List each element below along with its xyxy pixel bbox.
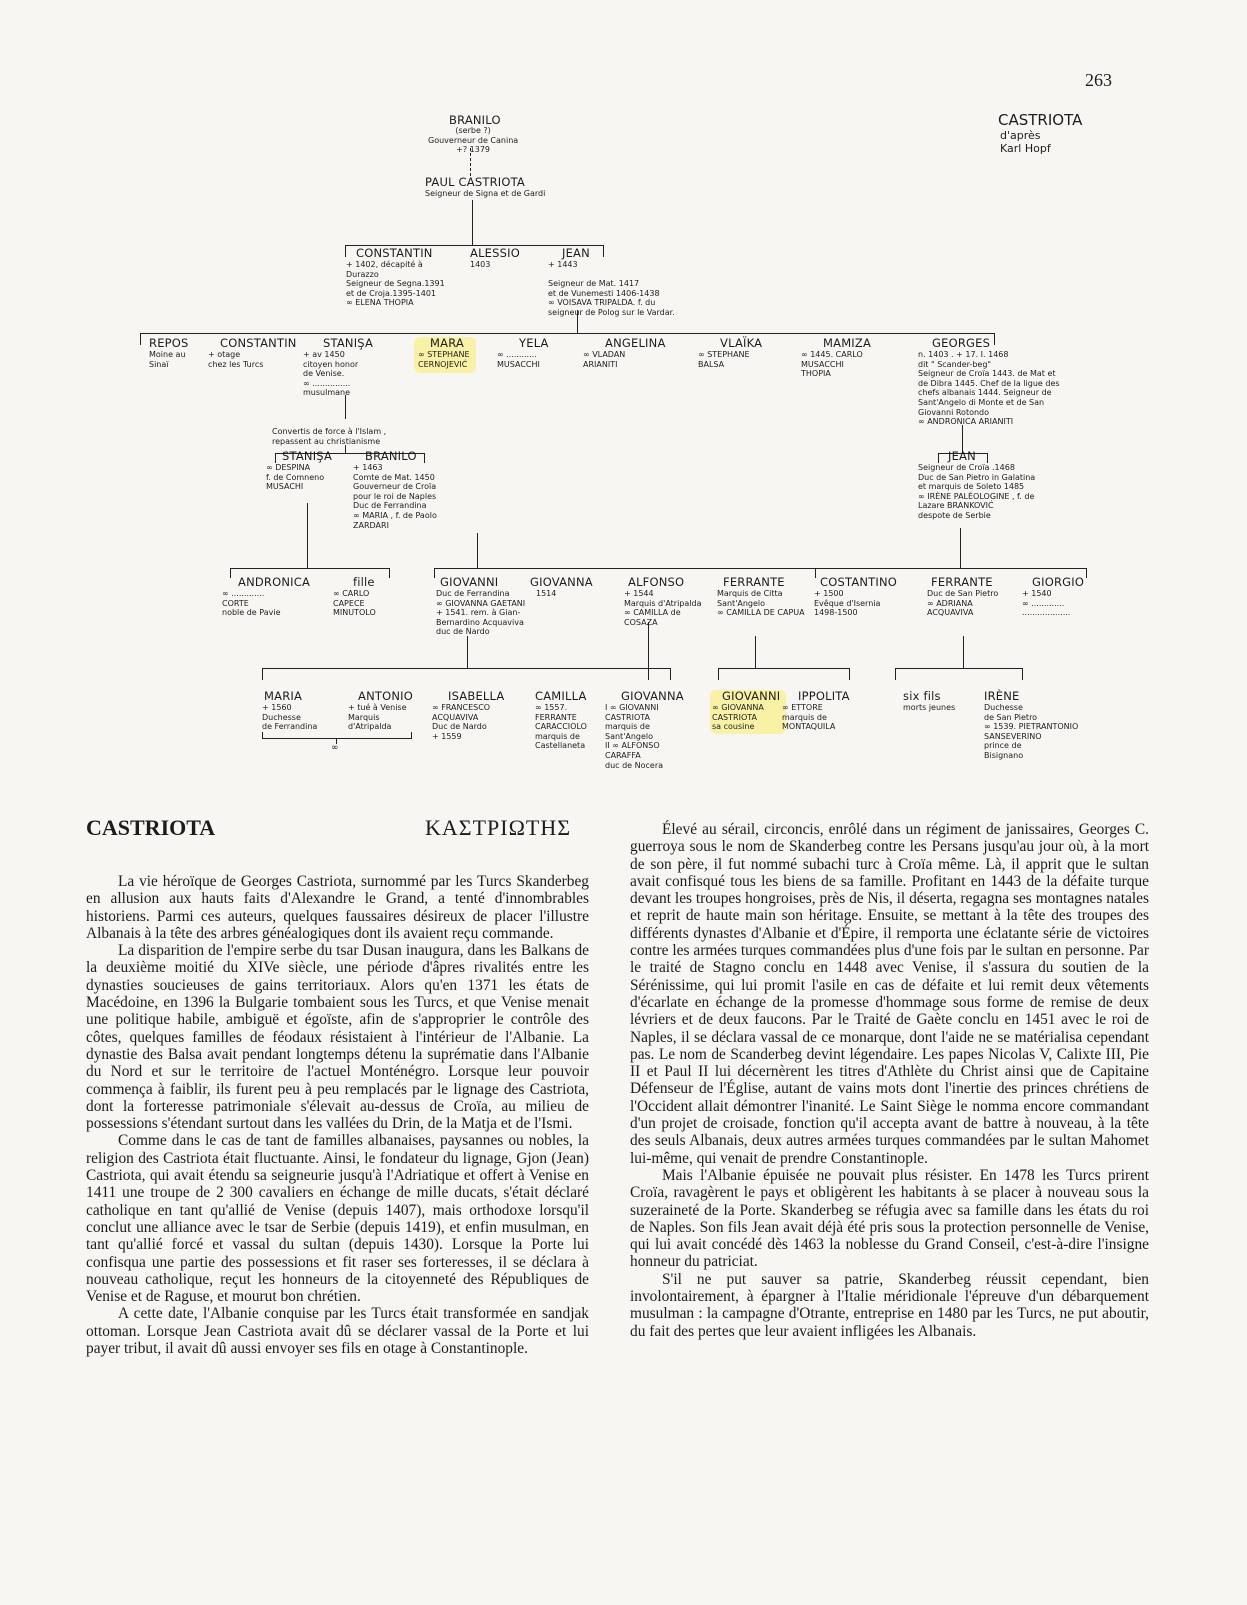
conversion-note: Convertis de force à l'Islam , repassent au christianisme [272, 427, 387, 446]
person-angelina: ANGELINA ∞ VLADAN ARIANITI [583, 336, 666, 369]
tree-line [1086, 568, 1087, 578]
marriage-symbol: ∞ [331, 743, 339, 753]
person-yela: YELA ∞ ............ MUSACCHI [497, 336, 549, 369]
person-giovanni-1: GIOVANNI Duc de Ferrandina ∞ GIOVANNA GAETANI + 1541. rem. à Gian- Bernardino Acquaviva duc de Nardo [436, 575, 526, 637]
paragraph: A cette date, l'Albanie conquise par les Turcs était transformée en sandjak ottoman. Lorsque Jean Castriota avait dû se déclarer vassal de la Porte et lui payer tribut, il avait dû aussi envoyer ses fils en otage à Constantinople. [86, 1305, 589, 1358]
person-irene: IRÈNE Duchesse de San Pietro ∞ 1539. PIETRANTONIO SANSEVERINO prince de Bisignano [984, 689, 1079, 760]
person-fille: fille ∞ CARLO CAPECE MINUTOLO [333, 575, 376, 618]
article-column-right [630, 821, 1149, 1340]
tree-line [345, 395, 346, 419]
person-branilo-details: (serbe ?) Gouverneur de Canina +? 1379 [428, 126, 519, 155]
person-stanisa-2: STANIŞA ∞ DESPINA f. de Comneno MUSACHI [266, 449, 333, 492]
article-heading-greek: ΚΑΣΤΡΙΩΤΗΣ [425, 815, 572, 840]
tree-line [472, 200, 473, 245]
paragraph: La disparition de l'empire serbe du tsar Dusan inaugura, dans les Balkans de la deuxième moitié du XIVe siècle, une période d'âpres rivalités entre les dynasties soucieuses de gains territoriaux. Alors qu'en 1371 les états de Macédoine, en 1396 la Bulgarie tombaient sous les Turcs, et que Venise menait une politique habile, ambiguë et égoïste, afin de s'approprier le contrôle des côtes, quelques familles de féodaux résistaient à l'intérieur de l'Albanie. La dynastie des Balsa avait pendant longtemps détenu la suprématie dans l'Albanie du Nord et sur le territoire de l'actuel Monténégro. Lorsque leur pouvoir commença à faiblir, ils furent peu à peu remplacés par le lignage des Castriota, dont la forteresse patrimoniale s'élevait au-dessus de Croïa, au milieu de possessions s'étendant surtout dans les vallées du Drin, de la Matja et de l'Ismi. [86, 942, 589, 1133]
tree-line [1022, 668, 1023, 680]
person-repos: REPOS Moine au Sinaï [149, 336, 189, 369]
person-jean-2: JEAN Seigneur de Croïa .1468 Duc de San Pietro in Galatina et marquis de Soleto 1485 ∞ IRÈNE PALÉOLOGINE , f. de Lazare BRANKOVIĆ despote de Serbie [918, 449, 1036, 520]
tree-line [670, 668, 671, 680]
tree-source: d'après Karl Hopf [1000, 129, 1051, 155]
person-mamiza: MAMIZA ∞ 1445. CARLO MUSACCHI THOPIA [801, 336, 872, 379]
person-ferrante-2: FERRANTE Duc de San Pietro ∞ ADRIANA ACQUAVIVA [927, 575, 999, 618]
tree-line [307, 503, 308, 568]
person-constantin-2: CONSTANTIN + otage chez les Turcs [208, 336, 297, 369]
article-heading-latin: CASTRIOTA [86, 815, 216, 840]
person-camilla: CAMILLA ∞ 1557. FERRANTE CARACCIOLO marquis de Castellaneta [535, 689, 587, 751]
person-branilo-2: BRANILO + 1463 Comte de Mat. 1450 Gouverneur de Croïa pour le roi de Naples Duc de Ferrandina ∞ MARIA , f. de Paolo ZARDARI [353, 449, 437, 530]
tree-line [718, 668, 850, 669]
tree-line [815, 568, 1087, 569]
tree-line [389, 568, 390, 578]
tree-line [718, 668, 719, 680]
person-alessio: ALESSIO 1403 [470, 246, 520, 269]
article-column-left [86, 873, 589, 1357]
paragraph: La vie héroïque de Georges Castriota, surnommé par les Turcs Skanderbeg en allusion aux hauts faits d'Alexandre le Grand, a tenté d'innombrables historiens. Parmi ces auteurs, quelques faussaires désireux de placer l'illustre Albanais à la tête des arbres généalogiques dont ils avaient reçu commande. [86, 873, 589, 942]
person-giorgio: GIORGIO + 1540 ∞ ............. ................... [1022, 575, 1085, 618]
tree-line [477, 533, 478, 568]
tree-line [262, 732, 263, 738]
person-vlaika: VLAÏKA ∞ STEPHANE BALSA [698, 336, 763, 369]
person-paul-castriota: PAUL CASTRIOTA Seigneur de Signa et de Gardi [425, 175, 546, 198]
tree-line [648, 622, 649, 680]
person-jean-1: JEAN + 1443 Seigneur de Mat. 1417 et de Vunemesti 1406-1438 ∞ VOISAVA TRIPALDA. f. du seigneur de Polog sur le Vardar. [548, 246, 675, 317]
person-alfonso: ALFONSO + 1544 Marquis d'Atripalda ∞ CAMILLA de COSAZA [624, 575, 702, 627]
tree-line [434, 568, 816, 569]
tree-line [262, 668, 263, 680]
person-ippolita: IPPOLITA ∞ ETTORE marquis de MONTAQUILA [782, 689, 850, 732]
person-stanisa-1: STANIŞA + av 1450 citoyen honor de Venise. ∞ ............... musulmane [303, 336, 374, 398]
tree-line [467, 636, 468, 668]
person-antonio: ANTONIO + tué à Venise Marquis d'Atripalda [348, 689, 413, 732]
tree-line [895, 668, 896, 680]
person-six-fils: six fils morts jeunes [903, 689, 956, 712]
tree-line [262, 738, 412, 739]
tree-line [411, 732, 412, 738]
person-isabella: ISABELLA ∞ FRANCESCO ACQUAVIVA Duc de Nardo + 1559 [432, 689, 505, 741]
page-number: 263 [1085, 70, 1112, 90]
person-giovanni-2: GIOVANNI ∞ GIOVANNA CASTRIOTA sa cousine [710, 690, 786, 734]
tree-line [963, 636, 964, 668]
person-giovanna-2: GIOVANNA I ∞ GIOVANNI CASTRIOTA marquis de Sant'Angelo II ∞ ALFONSO CARAFFA duc de Nocera [605, 689, 684, 770]
person-constantin-1: CONSTANTIN + 1402, décapité à Durazzo Seigneur de Segna.1391 et de Croja.1395-1401 ∞ ELENA THOPIA [346, 246, 445, 308]
tree-title: CASTRIOTA [998, 111, 1083, 129]
tree-line [755, 636, 756, 668]
tree-line [262, 668, 671, 669]
tree-line [895, 668, 1023, 669]
tree-line [230, 568, 390, 569]
person-mara: MARA ∞ STEPHANE CERNOJEVIĆ [414, 337, 476, 373]
person-maria: MARIA + 1560 Duchesse de Ferrandina [262, 689, 318, 732]
paragraph: Élevé au sérail, circoncis, enrôlé dans un régiment de janissaires, Georges C. guerroya sous le nom de Skanderbeg contre les Persans jusqu'au jour où, à la mort de son père, il fut nommé subachi turc à Croïa même. Là, il apprit que le sultan avait confisqué tous les biens de sa famille. Profitant en 1443 de la défaite turque devant les troupes hongroises, près de Nis, il déserta, regagna ses montagnes natales et reprit de haute main son héritage. Ensuite, se mettant à la tête des troupes des différents dynastes d'Albanie et d'Épire, il remporta une éclatante série de victoires contre les armées turques commandées plus d'une fois par le sultan en personne. Par le traité de Stagno conclu en 1448 avec Venise, il s'assura du soutien de la Sérénissime, qui lui promit l'asile en cas de défaite et lui remit deux vêtements d'écarlate en échange de la promesse d'hommage sous forme de remise de deux lévriers et de deux faucons. Par le Traité de Gaète conclu en 1451 avec le roi de Naples, il se déclara vassal de ce monarque, dont l'aide ne se matérialisa cependant pas. Le nom de Scanderbeg devint légendaire. Les papes Nicolas V, Calixte III, Pie II et Paul II lui décernèrent les titres d'Athlète du Christ ainsi que de Capitaine Défenseur de l'Église, autant de vains mots dont l'inertie des princes chrétiens de l'Occident allait démontrer l'inanité. Le Saint Siège le nomma encore commandant d'un projet de croisade, fonction qu'il accepta avant de battre à nouveau, à la tête des seuls Albanais, deux autres armées turques commandées par le sultan Mahomet lui-même, qui venait de prendre Constantinople. [630, 821, 1149, 1167]
person-giovanna-1: GIOVANNA 1514 [530, 575, 593, 598]
tree-line [140, 333, 141, 345]
tree-line [140, 333, 995, 334]
person-branilo: BRANILO [449, 113, 501, 127]
person-andronica: ANDRONICA ∞ ............. CORTE noble de Pavie [222, 575, 311, 618]
tree-line [345, 445, 346, 453]
tree-line [960, 528, 961, 568]
person-ferrante-1: FERRANTE Marquis de Citta Sant'Angelo ∞ CAMILLA DE CAPUA [717, 575, 805, 618]
tree-line [849, 668, 850, 680]
person-georges-skanderbeg: GEORGES n. 1403 . + 17. I. 1468 dit " Scander-beg" Seigneur de Croïa 1443. de Mat et de Dibra 1445. Chef de la ligue des chefs albanais 1444. Seigneur de Sant'Angelo di Monte et de San Giovanni Rotondo ∞ ANDRONICA ARIANITI [918, 336, 1060, 427]
paragraph: Comme dans le cas de tant de familles albanaises, paysannes ou nobles, la religion des Castriota était fluctuante. Ainsi, le fondateur du lignage, Gjon (Jean) Castriota, qui avait étendu sa seigneurie jusqu'à l'Adriatique et offert à Venise en 1411 une troupe de 2 300 cavaliers en échange de mille ducats, s'était déclaré catholique en tant qu'allié de Venise (depuis 1407), mais orthodoxe lorsqu'il conclut une alliance avec le tsar de Serbie (depuis 1419), et enfin musulman, en tant qu'allié forcé et vassal du sultan (depuis 1430). Lorsque la Porte lui confisqua une partie des possessions et fit raser ses forteresses, il se déclara à nouveau catholique, reçut les honneurs de la citoyenneté des Républiques de Venise et de Raguse, et mourut bon chrétien. [86, 1132, 589, 1306]
paragraph: S'il ne put sauver sa patrie, Skanderbeg réussit cependant, bien involontairement, à épargner à l'Italie méridionale l'épreuve d'un débarquement musulman : la campagne d'Otrante, entreprise en 1480 par les Turcs, ne put aboutir, du fait des pertes que leur avaient infligées les Albanais. [630, 1270, 1149, 1340]
person-costantino: COSTANTINO + 1500 Evêque d'Isernia 1498-1500 [814, 575, 898, 618]
paragraph: Mais l'Albanie épuisée ne pouvait plus résister. En 1478 les Turcs prirent Croïa, ravagèrent le pays et obligèrent les habitants à se placer à nouveau sous la suzeraineté de la Porte. Skanderbeg se réfugia avec sa famille dans les états du roi de Naples. Son fils Jean avait déjà été pris sous la protection personnelle de Venise, qui lui avait concédé dès 1463 la noblesse du Grand Conseil, c'est-à-dire l'insigne honneur du patriciat. [630, 1166, 1149, 1271]
